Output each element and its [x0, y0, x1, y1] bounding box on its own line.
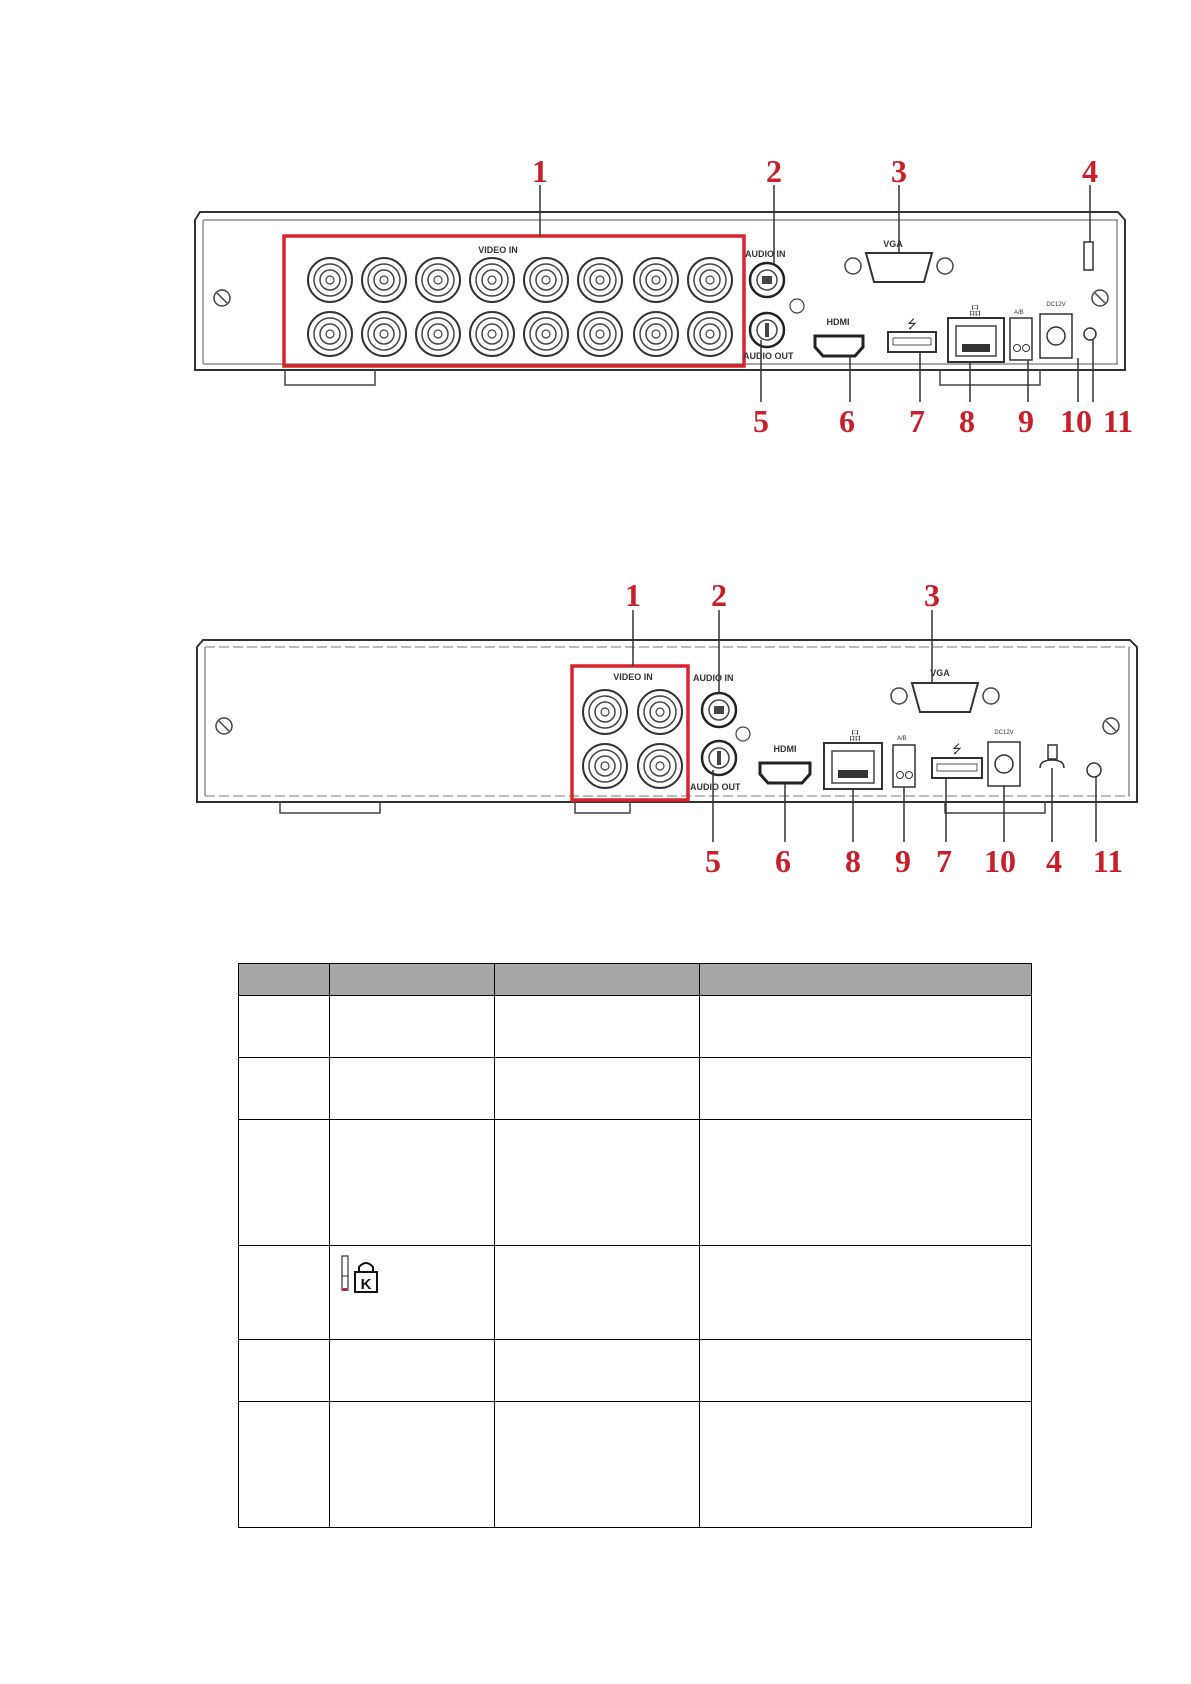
network-icon: 品 [848, 729, 862, 743]
table-cell [495, 1120, 700, 1246]
kensington-lock-icon [1084, 242, 1093, 270]
usb-port [932, 758, 982, 778]
table-cell [239, 1340, 330, 1402]
audio-in-label: AUDIO IN [693, 673, 734, 683]
table-cell [700, 1246, 1032, 1340]
table-cell [700, 1402, 1032, 1528]
hdmi-label: HDMI [826, 317, 850, 327]
table-cell [495, 1246, 700, 1340]
table-cell [330, 1246, 495, 1340]
header-cell [330, 964, 495, 996]
callout-4: 4 [1082, 153, 1098, 189]
callout-10: 10 [1060, 403, 1092, 439]
header-cell [700, 964, 1032, 996]
power-label: DC12V [994, 730, 1014, 736]
rs485-port [1010, 318, 1032, 360]
audio-in-port [702, 693, 736, 727]
table-cell [700, 996, 1032, 1058]
header-cell [239, 964, 330, 996]
hdmi-port [760, 763, 810, 783]
screw-icon [1092, 290, 1108, 306]
callout-7: 7 [909, 403, 925, 439]
network-icon: 品 [968, 304, 982, 318]
callout-9: 9 [1018, 403, 1034, 439]
callout-4: 4 [1046, 843, 1062, 879]
callout-3: 3 [891, 153, 907, 189]
vga-label: VGA [883, 239, 903, 249]
table-cell [239, 1120, 330, 1246]
ground-icon [790, 299, 804, 313]
kensington-lock-icon [340, 1252, 400, 1296]
video-in-label: VIDEO IN [478, 245, 518, 255]
callout-6: 6 [775, 843, 791, 879]
table-cell [330, 1120, 495, 1246]
lan-port [824, 743, 882, 789]
callout-2: 2 [766, 153, 782, 189]
power-port [1040, 314, 1072, 358]
table-row [239, 996, 1032, 1058]
table-header-row [239, 964, 1032, 996]
ab-label: A/B [1014, 310, 1024, 316]
callout-1: 1 [625, 577, 641, 613]
table-cell [239, 1402, 330, 1528]
screw-icon [214, 290, 230, 306]
table-cell [495, 996, 700, 1058]
callout-1: 1 [532, 153, 548, 189]
ab-label: A/B [897, 736, 907, 742]
header-cell [495, 964, 700, 996]
vga-label: VGA [930, 668, 950, 678]
callout-11: 11 [1092, 843, 1124, 879]
table-row [239, 1402, 1032, 1528]
table-cell [239, 996, 330, 1058]
table-cell [495, 1340, 700, 1402]
ground-screw-icon [1087, 763, 1101, 777]
rear-panel-16ch-figure [0, 140, 1191, 460]
table-cell [239, 1058, 330, 1120]
video-in-label: VIDEO IN [613, 672, 653, 682]
rear-panel-4ch-figure [0, 570, 1191, 900]
ground-icon [736, 727, 750, 741]
table-cell [330, 1058, 495, 1120]
audio-out-port [750, 313, 784, 347]
callout-5: 5 [753, 403, 769, 439]
usb-port [888, 332, 936, 352]
audio-out-port [702, 741, 736, 775]
audio-in-port [750, 263, 784, 297]
lan-port [948, 318, 1004, 362]
callout-5: 5 [705, 843, 721, 879]
callout-6: 6 [839, 403, 855, 439]
table-cell [495, 1402, 700, 1528]
audio-in-label: AUDIO IN [745, 249, 786, 259]
audio-out-label: AUDIO OUT [690, 782, 741, 792]
table-cell [495, 1058, 700, 1120]
table-row [239, 1058, 1032, 1120]
usb-icon: ⭍ [952, 742, 962, 756]
ground-screw-icon [1084, 328, 1096, 340]
table-cell [700, 1120, 1032, 1246]
power-label: DC12V [1046, 302, 1066, 308]
power-port [988, 742, 1020, 786]
table-cell [700, 1340, 1032, 1402]
callout-3: 3 [924, 577, 940, 613]
table-cell [239, 1246, 330, 1340]
callout-9: 9 [895, 843, 911, 879]
rs485-port [893, 745, 915, 787]
callout-2: 2 [711, 577, 727, 613]
port-description-table [238, 963, 1032, 1528]
audio-out-label: AUDIO OUT [743, 351, 794, 361]
hdmi-label: HDMI [773, 744, 797, 754]
callout-8: 8 [845, 843, 861, 879]
table-cell [330, 1340, 495, 1402]
callout-7: 7 [936, 843, 952, 879]
table-cell [330, 996, 495, 1058]
callout-8: 8 [959, 403, 975, 439]
usb-icon: ⭍ [907, 317, 917, 331]
hdmi-port [815, 336, 863, 356]
svg-text:K: K [360, 1276, 372, 1293]
table-row [239, 1340, 1032, 1402]
table-cell [330, 1402, 495, 1528]
callout-10: 10 [984, 843, 1016, 879]
table-row [239, 1120, 1032, 1246]
callout-11: 11 [1102, 403, 1134, 439]
screw-icon [1103, 718, 1119, 734]
table-row [239, 1246, 1032, 1340]
table-cell [700, 1058, 1032, 1120]
screw-icon [216, 718, 232, 734]
